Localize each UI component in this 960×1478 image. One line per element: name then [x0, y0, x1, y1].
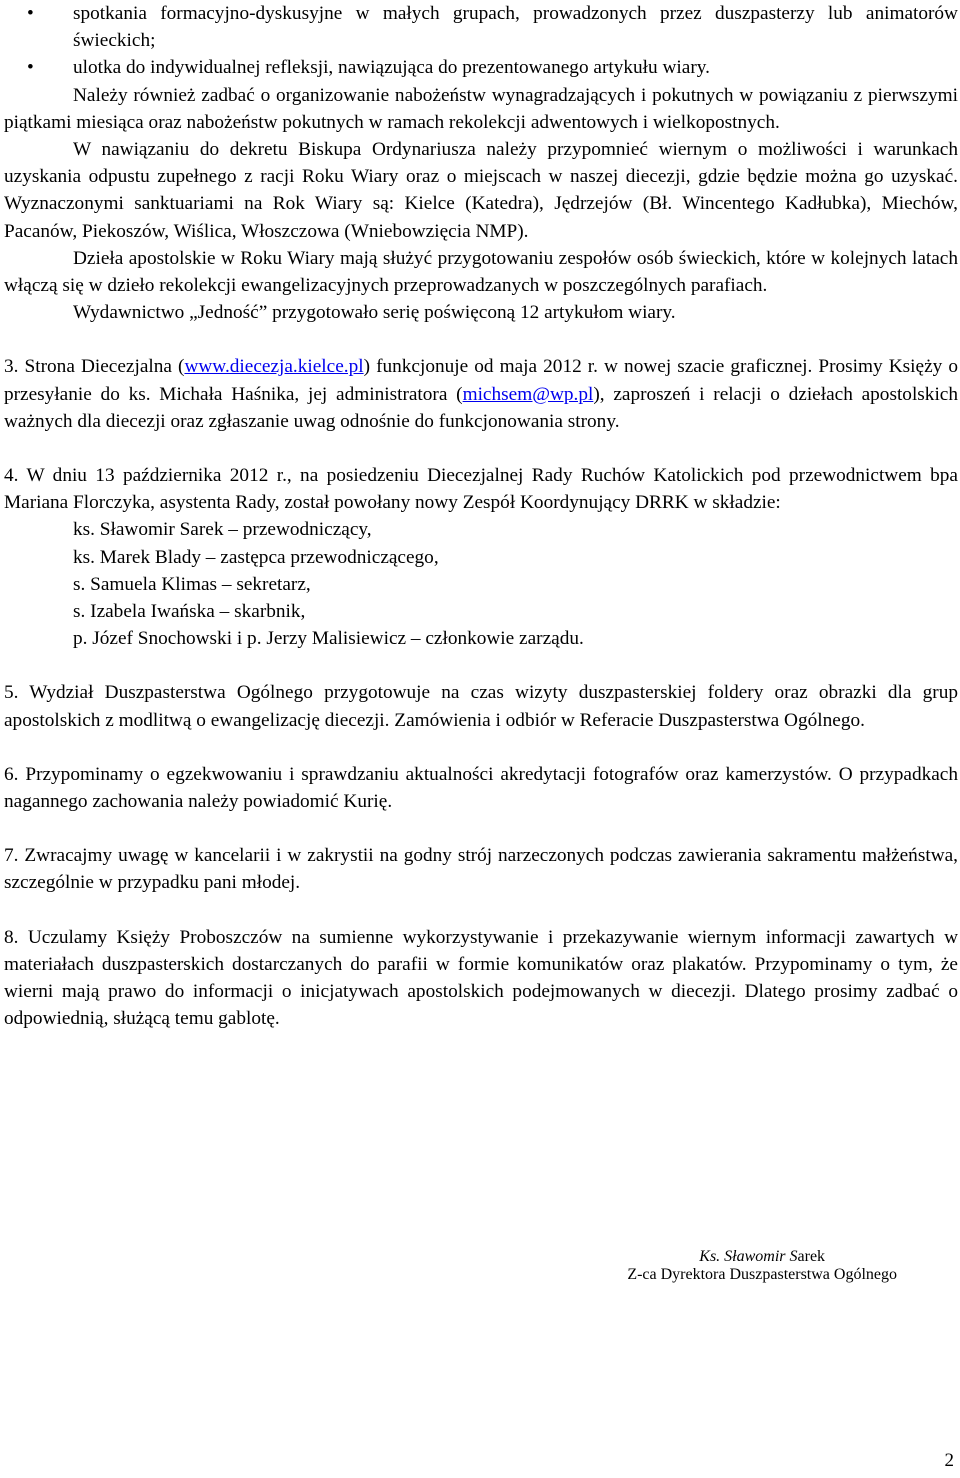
team-member: ks. Sławomir Sarek – przewodniczący, [73, 519, 372, 541]
team-member: ks. Marek Blady – zastępca przewodniczącego, [73, 546, 439, 568]
administrator-email-link[interactable]: michsem@wp.pl [462, 383, 594, 405]
team-members-list [4, 516, 958, 652]
team-member: s. Samuela Klimas – sekretarz, [73, 573, 311, 595]
item-4-paragraph: 4. W dniu 13 października 2012 r., na posiedzeniu Diecezjalnej Rady Ruchów Katolickich pod przewodnictwem bpa Mariana Florczyka, asystenta Rady, został powołany nowy Zespół Koordynujący DRRK w składzie: [4, 465, 958, 514]
document-page [4, 0, 958, 1033]
signature-name: Ks. Sławomir Sarek [699, 1248, 826, 1265]
item-5-paragraph: 5. Wydział Duszpasterstwa Ogólnego przygotowuje na czas wizyty duszpasterskiej foldery oraz obrazki dla grup apostolskich z modlitwą o ewangelizację diecezji. Zamówienia i odbiór w Referacie Duszpasterstwa Ogólnego. [4, 682, 958, 731]
page-number: 2 [944, 1450, 954, 1471]
bullet-icon: • [27, 57, 34, 79]
team-member: p. Józef Snochowski i p. Jerzy Malisiewicz – członkowie zarządu. [73, 628, 584, 650]
bullet-icon: • [27, 3, 34, 24]
paragraph-odpust: W nawiązaniu do dekretu Biskupa Ordynariusza należy przypomnieć wiernym o możliwości i warunkach uzyskania odpustu zupełnego z racji Roku Wiary oraz o miejscach w naszej diecezji, gdzie będzie można go uzyskać. Wyznaczonymi sanktuariami na Rok Wiary są: Kielce (Katedra), Jędrzejów (Bł. Wincentego Kadłubka), Miechów, Pacanów, Piekoszów, Wiślica, Włoszczowa (Wniebowzięcia NMP). [4, 139, 958, 242]
signature-title: Z-ca Dyrektora Duszpasterstwa Ogólnego [627, 1266, 897, 1283]
paragraph-nabozenstwa: Należy również zadbać o organizowanie nabożeństw wynagradzających i pokutnych w powiązaniu z pierwszymi piątkami miesiąca oraz nabożeństw pokutnych w ramach rekolekcji adwentowych i wielkopostnych. [4, 84, 958, 133]
paragraph-dziela: Dzieła apostolskie w Roku Wiary mają służyć przygotowaniu zespołów osób świeckich, które w kolejnych latach włączą się w dzieło rekolekcji ewangelizacyjnych przeprowadzanych w poszczególnych parafiach. [4, 247, 958, 297]
bullet-item: • ulotka do indywidualnej refleksji, nawiązująca do prezentowanego artykułu wiary. [4, 54, 958, 81]
item-3-paragraph: 3. Strona Diecezjalna (www.diecezja.kielce.pl) funkcjonuje od maja 2012 r. w nowej szacie graficznej. Prosimy Księży o przesyłanie do ks. Michała Haśnika, jej administratora (michsem@wp.pl), zaproszeń i relacji o dziełach apostolskich ważnych dla diecezji oraz zgłaszanie uwag odnośnie do funkcjonowania strony. [4, 356, 958, 432]
diocese-website-link[interactable]: www.diecezja.kielce.pl [184, 356, 364, 378]
bullet-list [4, 0, 958, 82]
signature-block [627, 1248, 897, 1284]
item-6-paragraph: 6. Przypominamy o egzekwowaniu i sprawdzaniu aktualności akredytacji fotografów oraz kamerzystów. O przypadkach nagannego zachowania należy powiadomić Kurię. [4, 763, 958, 813]
item-7-paragraph: 7. Zwracajmy uwagę w kancelarii i w zakrystii na godny strój narzeczonych podczas zawierania sakramentu małżeństwa, szczególnie w przypadku pani młodej. [4, 845, 958, 894]
bullet-item: • spotkania formacyjno-dyskusyjne w małych grupach, prowadzonych przez duszpasterzy lub animatorów świeckich; [4, 0, 958, 54]
team-member: s. Izabela Iwańska – skarbnik, [73, 601, 306, 623]
item-8-paragraph: 8. Uczulamy Księży Proboszczów na sumienne wykorzystywanie i przekazywanie wiernym informacji zawartych w materiałach duszpasterskich dostarczanych do parafii w formie komunikatów oraz plakatów. Przypominamy o tym, że wierni mają prawo do informacji o inicjatywach apostolskich podejmowanych w diecezji. Dlatego prosimy zadbać o odpowiednią, służącą temu gablotę. [4, 926, 958, 1030]
paragraph-wydawnictwo: Wydawnictwo „Jedność” przygotowało serię poświęconą 12 artykułom wiary. [73, 302, 676, 324]
